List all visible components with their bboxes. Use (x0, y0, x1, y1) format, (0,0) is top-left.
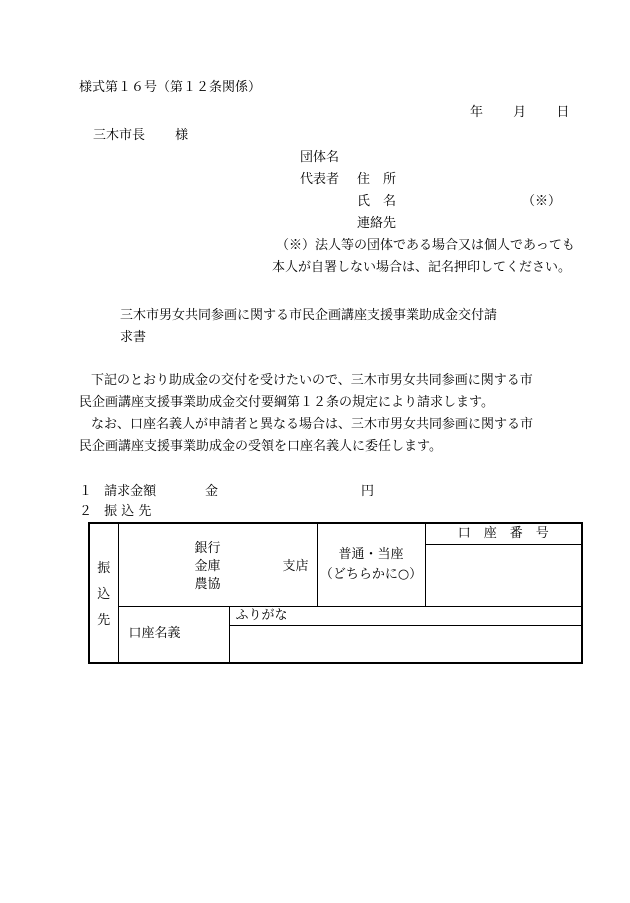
account-holder-label: 口座名義 (118, 606, 229, 663)
side-char-2: 込 (97, 587, 111, 602)
date-month: 月 (513, 105, 527, 120)
address-label: 住 所 (357, 172, 397, 187)
body2-line-2: 民企画講座支援事業助成金の受領を口座名義人に委任します。 (79, 439, 442, 454)
item1-yen: 円 (361, 484, 375, 499)
account-table (88, 522, 583, 664)
item1-kin: 金 (205, 484, 219, 499)
furigana-label: ふりがな (229, 606, 582, 625)
group-name-label: 団体名 (300, 150, 340, 165)
note-line-2: 本人が自署しない場合は、記名押印してください。 (272, 260, 572, 275)
item-request-amount (79, 484, 375, 500)
account-number-header: 口 座 番 号 (425, 523, 582, 544)
bank-type-shinkin: 金庫 (194, 559, 221, 574)
note-line-1: （※）法人等の団体である場合又は個人であっても (276, 238, 575, 253)
form-number: 様式第１６号（第１２条関係） (79, 80, 262, 95)
account-type-label: 普通・当座 (338, 546, 404, 562)
name-label: 氏 名 (357, 194, 397, 209)
item2-label: 振 込 先 (104, 504, 152, 519)
title-line-1: 三木市男女共同参画に関する市民企画講座支援事業助成金交付請 (120, 308, 498, 323)
body-paragraph-2 (79, 414, 579, 458)
item2-number: ２ (79, 504, 93, 519)
body1-line-1: 下記のとおり助成金の交付を受けたいので、三木市男女共同参画に関する市 (91, 373, 533, 388)
addressee-honorific: 様 (175, 128, 189, 143)
account-type-cell (317, 523, 425, 606)
bank-cell (118, 523, 317, 606)
branch-label: 支店 (282, 559, 309, 574)
body-paragraph-1 (79, 370, 579, 414)
account-type-note: （どちらかに○） (319, 566, 423, 582)
body2-line-1: なお、口座名義人が申請者と異なる場合は、三木市男女共同参画に関する市 (91, 417, 534, 432)
item1-label: 請求金額 (104, 484, 157, 499)
bank-type-nokyo: 農協 (194, 577, 221, 592)
date-year: 年 (470, 105, 484, 120)
contact-label: 連絡先 (357, 216, 397, 231)
addressee-name: 三木市長 (93, 128, 146, 143)
representative-label: 代表者 (300, 172, 340, 187)
item1-number: １ (79, 484, 93, 499)
date-day: 日 (556, 105, 570, 120)
transfer-side-label (89, 523, 118, 663)
account-holder-field (229, 625, 582, 663)
side-char-1: 振 (97, 561, 111, 576)
title-line-2: 求書 (120, 330, 147, 345)
document-title (120, 305, 497, 349)
date-line (470, 105, 569, 121)
bank-type-bank: 銀行 (194, 541, 221, 556)
item-transfer-destination (79, 504, 151, 520)
seal-mark: （※） (522, 194, 562, 209)
side-char-3: 先 (97, 613, 111, 628)
addressee (93, 128, 188, 144)
body1-line-2: 民企画講座支援事業助成金交付要綱第１２条の規定により請求します。 (79, 395, 494, 410)
account-number-field (425, 544, 582, 606)
